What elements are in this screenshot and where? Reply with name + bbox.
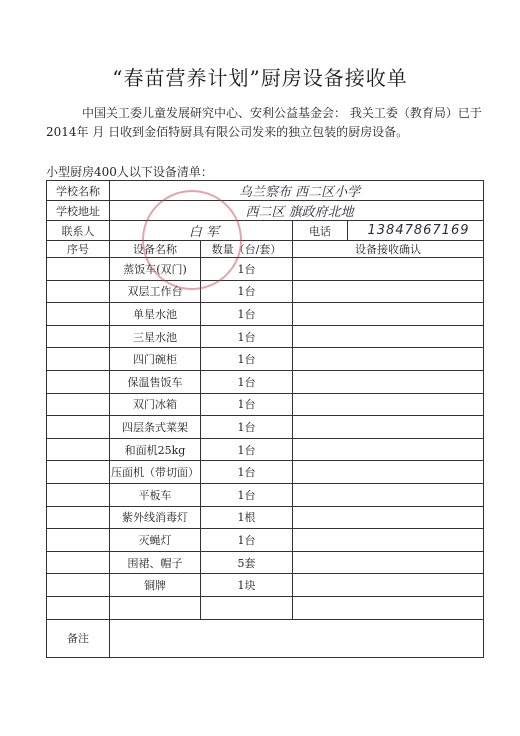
- item-qty-cell: 1台: [201, 258, 293, 281]
- item-confirm-cell: [293, 506, 484, 529]
- item-number-cell: [47, 280, 110, 303]
- blank-cell: [47, 596, 110, 619]
- item-name-cell: 保温售饭车: [110, 370, 201, 393]
- item-qty-cell: 1台: [201, 438, 293, 461]
- item-number-cell: [47, 551, 110, 574]
- school-address-value: 西二区 旗政府北地: [110, 201, 484, 221]
- table-row: [47, 370, 484, 393]
- blank-cell: [110, 596, 201, 619]
- blank-cell: [293, 596, 484, 619]
- item-number-cell: [47, 303, 110, 326]
- blank-cell: [201, 596, 293, 619]
- table-row: [47, 416, 484, 439]
- item-name-cell: 三星水池: [110, 325, 201, 348]
- intro-text: 中国关工委儿童发展研究中心、安利公益基金会： 我关工委（教育局）已于2014年 月 日收到金佰特厨具有限公司发来的独立包装的厨房设备。: [46, 106, 482, 139]
- item-number-cell: [47, 483, 110, 506]
- table-row: [47, 258, 484, 281]
- item-qty-cell: 1台: [201, 280, 293, 303]
- item-confirm-cell: [293, 483, 484, 506]
- item-qty-cell: 1台: [201, 325, 293, 348]
- item-number-cell: [47, 461, 110, 484]
- table-row: [47, 574, 484, 597]
- col-name-header: 设备名称: [110, 241, 201, 258]
- equipment-receipt-table: [46, 180, 484, 658]
- item-confirm-cell: [293, 574, 484, 597]
- item-qty-cell: 1块: [201, 574, 293, 597]
- item-qty-cell: 1台: [201, 529, 293, 552]
- note-row: [47, 619, 484, 657]
- table-row: [47, 393, 484, 416]
- item-name-cell: 平板车: [110, 483, 201, 506]
- item-name-cell: 双门冰箱: [110, 393, 201, 416]
- item-qty-cell: 1台: [201, 416, 293, 439]
- item-name-cell: 单星水池: [110, 303, 201, 326]
- col-no-header: 序号: [47, 241, 110, 258]
- table-row: [47, 303, 484, 326]
- table-row: [47, 461, 484, 484]
- item-number-cell: [47, 348, 110, 371]
- item-name-cell: 四层条式菜架: [110, 416, 201, 439]
- contact-value: 白 军: [110, 221, 293, 241]
- item-number-cell: [47, 529, 110, 552]
- item-name-cell: 双层工作台: [110, 280, 201, 303]
- item-number-cell: [47, 258, 110, 281]
- item-confirm-cell: [293, 529, 484, 552]
- item-number-cell: [47, 325, 110, 348]
- col-qty-header: 数量（台/套）: [201, 241, 293, 258]
- col-confirm-header: 设备接收确认: [293, 241, 484, 258]
- table-row: [47, 438, 484, 461]
- item-name-cell: 四门碗柜: [110, 348, 201, 371]
- item-confirm-cell: [293, 303, 484, 326]
- item-qty-cell: 1根: [201, 506, 293, 529]
- column-header-row: [47, 241, 484, 258]
- phone-value: 13847867169: [348, 221, 484, 241]
- table-row: [47, 325, 484, 348]
- item-qty-cell: 1台: [201, 348, 293, 371]
- item-name-cell: 蒸饭车(双门): [110, 258, 201, 281]
- item-qty-cell: 1台: [201, 461, 293, 484]
- item-confirm-cell: [293, 370, 484, 393]
- item-confirm-cell: [293, 438, 484, 461]
- table-row: [47, 280, 484, 303]
- item-qty-cell: 1台: [201, 370, 293, 393]
- document-title: “春苗营养计划”厨房设备接收单: [112, 66, 408, 90]
- item-number-cell: [47, 438, 110, 461]
- item-confirm-cell: [293, 551, 484, 574]
- item-name-cell: 灭蝇灯: [110, 529, 201, 552]
- school-address-row: [47, 201, 484, 221]
- item-number-cell: [47, 416, 110, 439]
- table-row: [47, 529, 484, 552]
- table-row: [47, 483, 484, 506]
- school-address-label: 学校地址: [47, 201, 110, 221]
- table-row: [47, 348, 484, 371]
- table-row: [47, 506, 484, 529]
- school-name-value: 乌兰察布 西二区小学: [110, 181, 484, 201]
- note-value: [110, 619, 484, 657]
- item-confirm-cell: [293, 393, 484, 416]
- item-name-cell: 围裙、帽子: [110, 551, 201, 574]
- item-confirm-cell: [293, 258, 484, 281]
- note-label: 备注: [47, 619, 110, 657]
- item-confirm-cell: [293, 416, 484, 439]
- item-qty-cell: 1台: [201, 483, 293, 506]
- list-caption: 小型厨房400人以下设备清单：: [46, 165, 213, 179]
- item-name-cell: 压面机（带切面）: [110, 461, 201, 484]
- item-number-cell: [47, 506, 110, 529]
- item-confirm-cell: [293, 325, 484, 348]
- item-name-cell: 铜牌: [110, 574, 201, 597]
- item-number-cell: [47, 574, 110, 597]
- table-row: [47, 551, 484, 574]
- item-confirm-cell: [293, 348, 484, 371]
- item-qty-cell: 5套: [201, 551, 293, 574]
- item-confirm-cell: [293, 280, 484, 303]
- item-name-cell: 紫外线消毒灯: [110, 506, 201, 529]
- item-qty-cell: 1台: [201, 393, 293, 416]
- school-name-row: [47, 181, 484, 201]
- item-name-cell: 和面机25kg: [110, 438, 201, 461]
- contact-row: [47, 221, 484, 241]
- item-confirm-cell: [293, 461, 484, 484]
- table-row-blank: [47, 596, 484, 619]
- contact-label: 联系人: [47, 221, 110, 241]
- school-name-label: 学校名称: [47, 181, 110, 201]
- intro-paragraph: [46, 104, 482, 142]
- phone-label: 电话: [293, 221, 348, 241]
- item-qty-cell: 1台: [201, 303, 293, 326]
- item-number-cell: [47, 370, 110, 393]
- item-number-cell: [47, 393, 110, 416]
